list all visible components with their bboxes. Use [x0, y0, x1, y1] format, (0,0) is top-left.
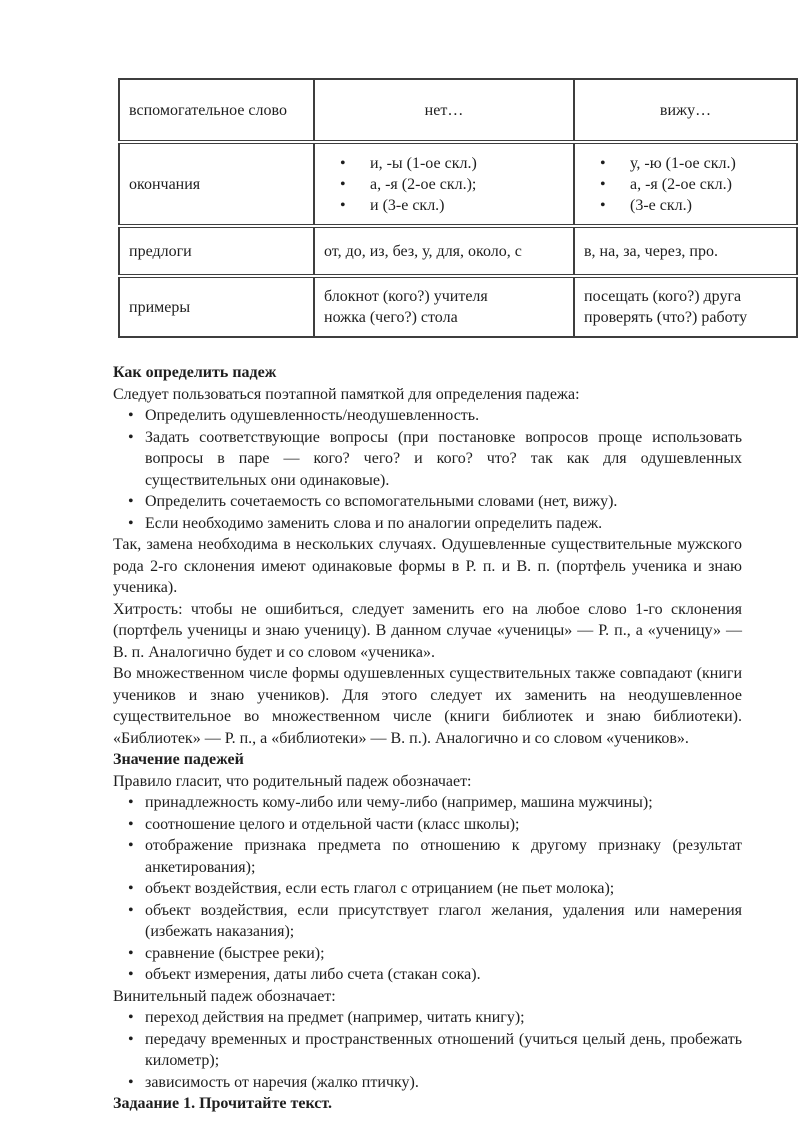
- section-heading-case-meanings: Значение падежей: [113, 751, 244, 768]
- list-item: • у, -ю (1-ое скл.): [584, 153, 787, 174]
- cell-endings-vizhu: [574, 142, 797, 226]
- list-item: • и, -ы (1-ое скл.): [324, 153, 564, 174]
- paragraph-plural: Во множественном числе формы одушевленных существительных также совпадают (книги учеников и знаю учеников). Для этого следует их заменить на неодушевленное существительное во множественном числе (книги библиотек и знаю библиотеки). «Библиотек» — Р. п., а «библиотеки» — В. п.). Аналогично и со словом «учеников».: [113, 665, 742, 747]
- example-line: посещать (кого?) друга: [584, 288, 742, 305]
- paragraph-intro: Следует пользоваться поэтапной памяткой для определения падежа:: [113, 385, 580, 403]
- list-item: • зависимость от наречия (жалко птичку).: [113, 1072, 742, 1094]
- example-line: ножка (чего?) стола: [324, 309, 458, 326]
- endings-net-list: [324, 153, 564, 216]
- list-item: • объект воздействия, если присутствует глагол желания, удаления или намерения (избежать наказания);: [113, 900, 742, 943]
- table-row-prepositions: [119, 226, 797, 276]
- cell-examples-vizhu: [574, 276, 797, 337]
- case-table: [118, 78, 798, 338]
- list-item: • переход действия на предмет (например, читать книгу);: [113, 1007, 742, 1029]
- steps-list: [113, 405, 742, 534]
- task-heading: Задаание 1. Прочитайте текст.: [113, 1095, 333, 1112]
- cell-prepositions-vizhu: в, на, за, через, про.: [574, 226, 797, 276]
- list-item: • Задать соответствующие вопросы (при постановке вопросов проще использовать вопросы в паре — кого? чего? и кого? что? так как для одушевленных существительных они одинаковые).: [113, 427, 742, 492]
- header-cell-net: нет…: [314, 79, 574, 142]
- row-label-examples: примеры: [119, 276, 314, 337]
- section-heading-how-to-determine-case: Как определить падеж: [113, 364, 277, 381]
- list-item: • объект измерения, даты либо счета (стакан сока).: [113, 964, 742, 986]
- endings-vizhu-list: [584, 153, 787, 216]
- table-header-row: [119, 79, 797, 142]
- cell-endings-net: [314, 142, 574, 226]
- list-item: • Если необходимо заменить слова и по аналогии определить падеж.: [113, 513, 742, 535]
- row-label-prepositions: предлоги: [119, 226, 314, 276]
- paragraph-trick: Хитрость: чтобы не ошибиться, следует заменить его на любое слово 1-го склонения (портфель ученицы и знаю ученицу). В данном случае «ученицы» — Р. п., а «ученицу» — В. п. Аналогично будет и со словом «ученика».: [113, 600, 742, 661]
- row-label-endings: окончания: [119, 142, 314, 226]
- list-item: • отображение признака предмета по отношению к другому признаку (результат анкетирования);: [113, 835, 742, 878]
- list-item: • соотношение целого и отдельной части (класс школы);: [113, 814, 742, 836]
- table-row-examples: [119, 276, 797, 337]
- cell-examples-net: [314, 276, 574, 337]
- cell-prepositions-net: от, до, из, без, у, для, около, с: [314, 226, 574, 276]
- header-cell-vizhu: вижу…: [574, 79, 797, 142]
- table-row-endings: [119, 142, 797, 226]
- list-item: • объект воздействия, если есть глагол с отрицанием (не пьет молока);: [113, 878, 742, 900]
- list-item: • сравнение (быстрее реки);: [113, 943, 742, 965]
- list-item: • а, -я (2-ое скл.);: [324, 174, 564, 195]
- list-item: • Определить сочетаемость со вспомогательными словами (нет, вижу).: [113, 491, 742, 513]
- list-item: • а, -я (2-ое скл.): [584, 174, 787, 195]
- document-page: [113, 0, 748, 1115]
- header-cell-auxiliary-word: вспомогательное слово: [119, 79, 314, 142]
- list-item: • передачу временных и пространственных отношений (учиться целый день, пробежать километр);: [113, 1029, 742, 1072]
- paragraph-replacement-cases: Так, замена необходима в нескольких случаях. Одушевленные существительные мужского рода 2-го склонения имеют одинаковые формы в Р. п. и В. п. (портфель ученика и знаю ученика).: [113, 536, 742, 596]
- document-body: [113, 362, 742, 1115]
- example-line: блокнот (кого?) учителя: [324, 288, 488, 305]
- list-item: • принадлежность кому-либо или чему-либо (например, машина мужчины);: [113, 792, 742, 814]
- paragraph-accusative-intro: Винительный падеж обозначает:: [113, 987, 336, 1005]
- list-item: • (3-е скл.): [584, 195, 787, 216]
- example-line: проверять (что?) работу: [584, 309, 748, 326]
- paragraph-genitive-intro: Правило гласит, что родительный падеж обозначает:: [113, 772, 472, 790]
- accusative-meanings-list: [113, 1007, 742, 1093]
- genitive-meanings-list: [113, 792, 742, 986]
- list-item: • и (3-е скл.): [324, 195, 564, 216]
- list-item: • Определить одушевленность/неодушевленность.: [113, 405, 742, 427]
